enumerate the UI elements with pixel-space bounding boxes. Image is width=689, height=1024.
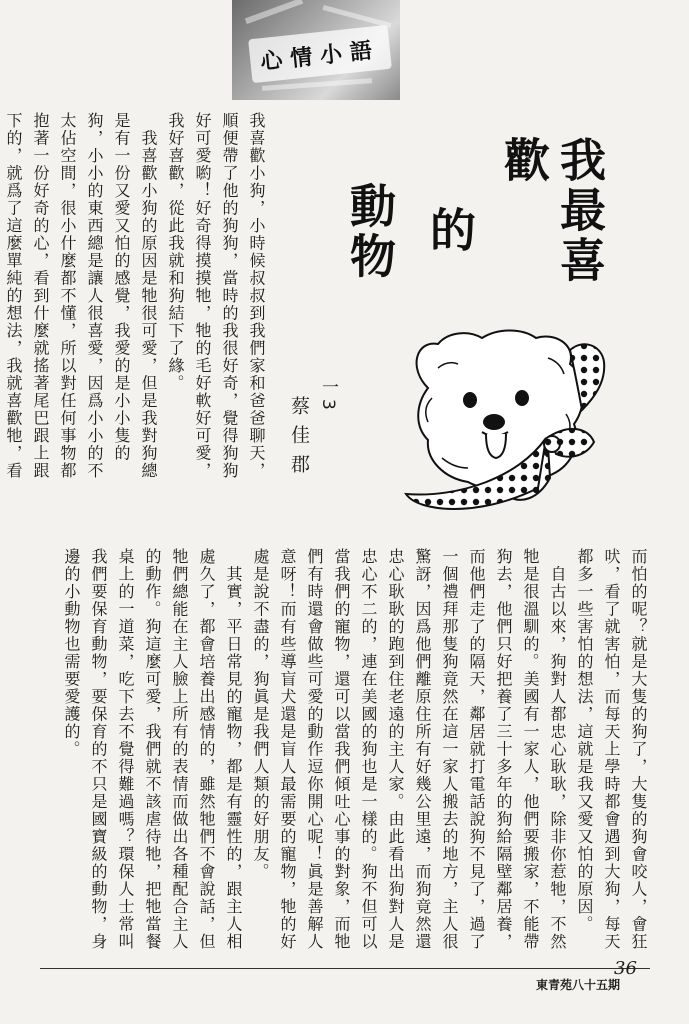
- article-title: [330, 136, 607, 326]
- dog-illustration: [398, 328, 610, 528]
- body-text-top: 我喜歡小狗，小時候叔叔到我們家和爸爸聊天，順便帶了他的狗狗，當時的我很好奇，覺得狗狗好可愛喲！好奇得摸摸牠，牠的毛好軟好可愛，我好喜歡，從此我就和狗結下了緣。 我喜歡小狗的原因是牠很可愛，但是我對狗總是有一份又愛又怕的感覺，我愛的是小小隻的狗，小小的東西總是讓人很喜愛，因爲小小的不太佔空間，很小什麼都不懂，所以對任何事物都抱著一份好奇的心，看到什麼就搖著尾巴跟上跟下的，就爲了這麼單純的想法，我就喜歡牠，看: [4, 112, 266, 480]
- magazine-issue: 東青苑八十五期: [536, 978, 621, 992]
- title-line-2: 的: [423, 206, 477, 256]
- author-name: 蔡佳郡: [288, 396, 310, 483]
- body-text-bottom: 而怕的呢？就是大隻的狗了，大隻的狗會咬人，會狂吠，看了就害怕，而每天上學時都會遇到大狗，每天都多一些害怕的想法，這就是我又愛又怕的原因。 自古以來，狗對人都忠心耿耿，除非你惹牠，不然牠是很溫馴的。美國有一家人，他們要搬家，不能帶狗去，他們只好把養了三十多年的狗給隔壁鄰居養，而他們走了的隔天，鄰居就打電話說狗不見了，過了一個禮拜那隻狗竟然在這一家人搬去的地方，主人很驚訝，因爲他們離原住所有好幾公里遠，而狗竟然還忠心耿耿的跑到住老遠的主人家。由此看出狗對人是忠心不二的，連在美國的狗也是一樣的。狗不但可以當我們的寵物，還可以當我們傾吐心事的對象，而牠們有時還會做些可愛的動作逗你開心呢！眞是善解人意呀！而有些導盲犬還是盲人最需要的寵物，牠的好處是說不盡的，狗眞是我們人類的好朋友。 其實，平日常見的寵物，都是有靈性的，跟主人相處久了，都會培養出感情的，雖然牠們不會說話，但牠們總能在主人臉上所有的表情而做出各種配合主人的動作。狗這麼可愛，我們就不該虐待牠，把牠當餐桌上的一道菜，吃下去不覺得難過嗎？環保人士常叫我們要保育動物，要保育的不只是國寶級的動物，身邊的小動物也需要愛護的。: [62, 548, 648, 951]
- page-number: 36: [614, 958, 637, 979]
- title-line-1: 我最喜歡: [497, 136, 607, 286]
- byline: [258, 378, 348, 488]
- title-line-3: 動物: [343, 182, 397, 282]
- footer-rule: [40, 968, 650, 969]
- column-banner: [232, 0, 400, 100]
- author-class: 一3: [318, 378, 338, 414]
- column-title: 心情小語: [248, 25, 392, 83]
